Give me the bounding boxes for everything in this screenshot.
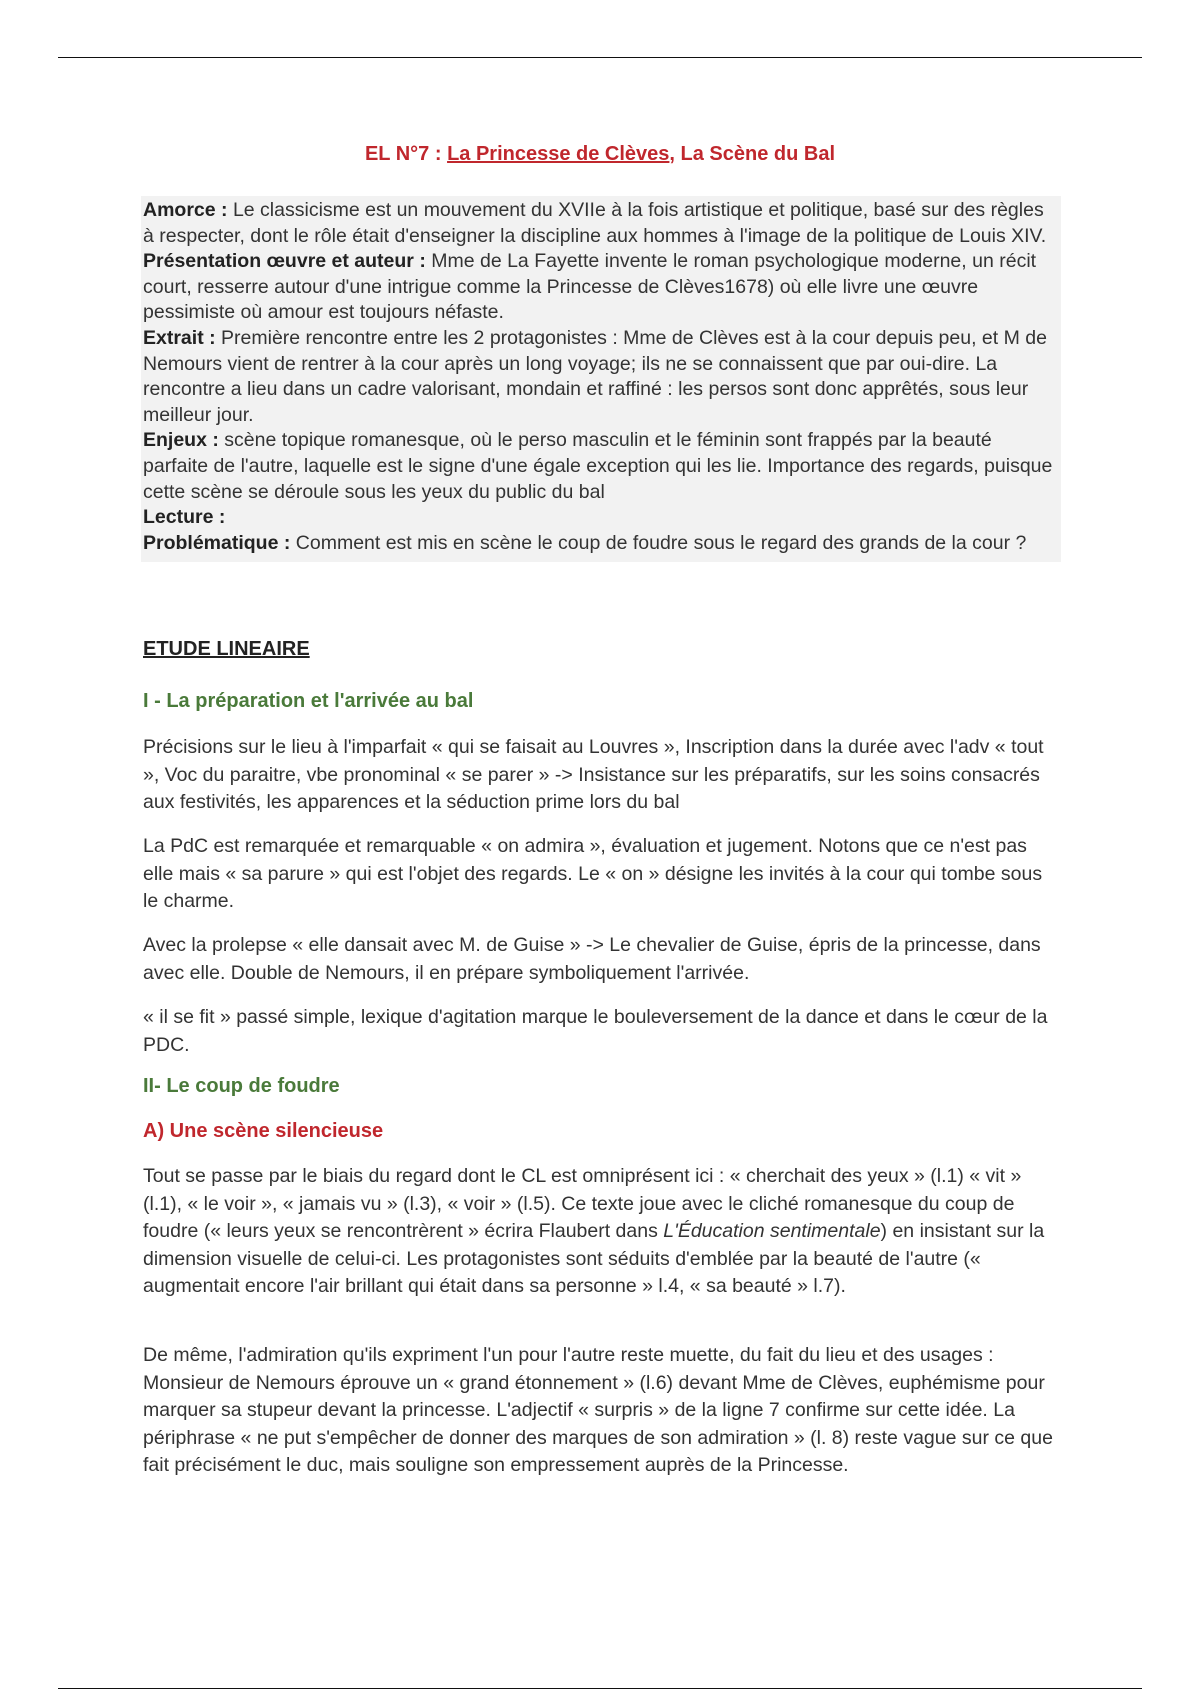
part1-heading: I - La préparation et l'arrivée au bal: [143, 690, 474, 712]
part2-p1-text-after: ) en insistant sur la dimension visuelle de celui-ci. Les protagonistes sont séduits d'emblée par la beauté de l'autre (« augmentait encore l'air brillant qui était dans sa personne » l.4, « sa beauté » l.7).: [143, 1220, 1045, 1297]
problematique-paragraph: [143, 531, 1059, 557]
intro-box: [141, 196, 1061, 562]
enjeux-text: scène topique romanesque, où le perso masculin et le féminin sont frappés par la beauté parfaite de l'autre, laquelle est le signe d'une égale exception qui les lie. Importance des regards, puisque cette scène se déroule sous les yeux du public du bal: [143, 429, 1053, 503]
enjeux-paragraph: [143, 428, 1059, 505]
part2-paragraph-1: [143, 1163, 1057, 1301]
part2-heading: II- Le coup de foudre: [143, 1075, 340, 1097]
top-rule: [58, 57, 1142, 58]
extrait-text: Première rencontre entre les 2 protagonistes : Mme de Clèves est à la cour depuis peu, et M de Nemours vient de rentrer à la cour après un long voyage; ils ne se connaissent que par oui-dire. La rencontre a lieu dans un cadre valorisant, mondain et raffiné : les persos sont donc apprêtés, sous leur meilleur jour.: [143, 326, 1047, 426]
presentation-label: Présentation œuvre et auteur :: [143, 250, 426, 273]
lecture-label: Lecture :: [143, 506, 226, 529]
enjeux-label: Enjeux :: [143, 429, 219, 452]
presentation-text: Mme de La Fayette invente le roman psychologique moderne, un récit court, resserre autour d'une intrigue comme la Princesse de Clèves1678) où elle livre une œuvre pessimiste où amour est toujours néfaste.: [143, 250, 1037, 324]
extrait-paragraph: [143, 326, 1059, 428]
amorce-paragraph: [143, 198, 1059, 249]
page-title: [143, 143, 1057, 166]
book-title-italic: L'Éducation sentimentale: [663, 1220, 881, 1242]
part2-p1-text-before: Tout se passe par le biais du regard dont le CL est omniprésent ici : « cherchait des yeux » (l.1) « vit » (l.1), « le voir », « jamais vu » (l.3), « voir » (l.5). Ce texte joue avec le cliché romanesque du coup de foudre (« leurs yeux se rencontrèrent » écrira Flaubert dans: [143, 1165, 1022, 1242]
problematique-label: Problématique :: [143, 531, 291, 554]
amorce-text: Le classicisme est un mouvement du XVIIe à la fois artistique et politique, basé sur des règles à respecter, dont le rôle était d'enseigner la discipline aux hommes à l'image de la politique de Louis XIV.: [143, 199, 1047, 247]
extrait-label: Extrait :: [143, 326, 216, 349]
amorce-label: Amorce :: [143, 199, 228, 221]
part1-paragraph-3: Avec la prolepse « elle dansait avec M. de Guise » -> Le chevalier de Guise, épris de la princesse, dans avec elle. Double de Nemours, il en prépare symboliquement l'arrivée.: [143, 934, 1041, 984]
part1-paragraph-1: Précisions sur le lieu à l'imparfait « qui se faisait au Louvres », Inscription dans la durée avec l'adv « tout », Voc du paraitre, vbe pronominal « se parer » -> Insistance sur les préparatifs, sur les soins consacrés aux festivités, les apparences et la séduction prime lors du bal: [143, 736, 1044, 813]
part2-subheading-a: A) Une scène silencieuse: [143, 1120, 384, 1142]
presentation-paragraph: [143, 249, 1059, 326]
lecture-paragraph: [143, 505, 1059, 531]
title-suffix: , La Scène du Bal: [669, 143, 836, 165]
etude-heading: ETUDE LINEAIRE: [143, 638, 310, 660]
title-prefix: EL N°7 :: [364, 143, 448, 165]
problematique-text: Comment est mis en scène le coup de foudre sous le regard des grands de la cour ?: [290, 531, 1027, 554]
part1-paragraph-2: La PdC est remarquée et remarquable « on admira », évaluation et jugement. Notons que ce n'est pas elle mais « sa parure » qui est l'objet des regards. Le « on » désigne les invités à la cour qui tombe sous le charme.: [143, 835, 1043, 912]
part2-paragraph-2: De même, l'admiration qu'ils expriment l'un pour l'autre reste muette, du fait du lieu et des usages : Monsieur de Nemours éprouve un « grand étonnement » (l.6) devant Mme de Clèves, euphémisme pour marquer sa stupeur devant la princesse. L'adjectif « surpris » de la ligne 7 confirme sur cette idée. La périphrase « ne put s'empêcher de donner des marques de son admiration » (l. 8) reste vague sur ce que fait précisément le duc, mais souligne son empressement auprès de la Princesse.: [143, 1344, 1053, 1476]
part1-paragraph-4: « il se fit » passé simple, lexique d'agitation marque le bouleversement de la dance et dans le cœur de la PDC.: [143, 1006, 1048, 1056]
bottom-rule: [58, 1688, 1142, 1689]
title-book: La Princesse de Clèves: [447, 143, 670, 165]
